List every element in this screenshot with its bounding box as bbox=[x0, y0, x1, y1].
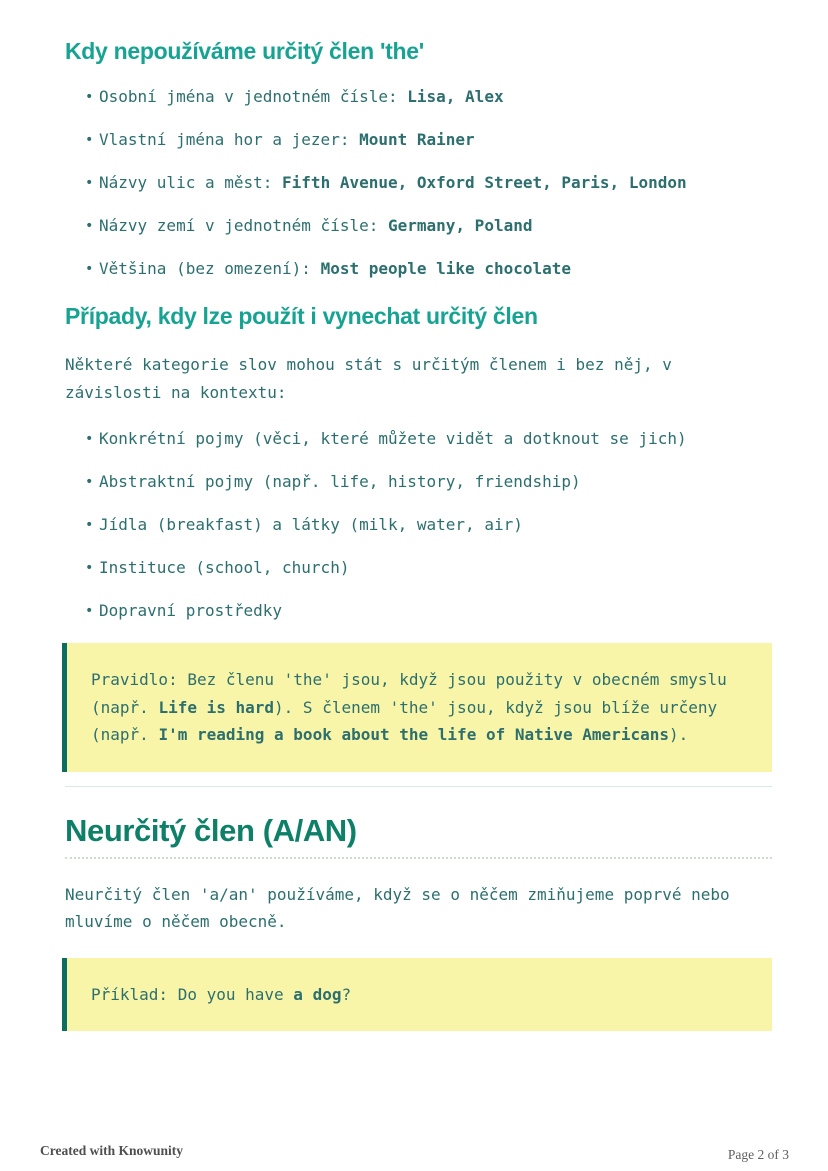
bullet-icon: • bbox=[85, 474, 94, 490]
list-item bbox=[85, 172, 772, 194]
bullet-icon: • bbox=[85, 603, 94, 619]
paragraph-optional-article-intro: Některé kategorie slov mohou stát s určitým členem i bez něj, v závislosti na kontextu: bbox=[65, 355, 672, 402]
list-item bbox=[85, 428, 772, 450]
list-item bbox=[85, 514, 772, 536]
footer-branding: Created with Knowunity bbox=[40, 1143, 184, 1158]
list-item-text: Abstraktní pojmy (např. life, history, friendship) bbox=[99, 472, 581, 491]
page-content bbox=[65, 36, 772, 1045]
bullet-icon: • bbox=[85, 218, 94, 234]
list-item-text: Jídla (breakfast) a látky (milk, water, air) bbox=[99, 515, 523, 534]
rule-callout-box bbox=[62, 643, 772, 772]
section-heading-no-definite-article: Kdy nepoužíváme určitý člen 'the' bbox=[65, 38, 424, 64]
list-item-text: Instituce (school, church) bbox=[99, 558, 350, 577]
list-item-text: Většina (bez omezení): Most people like chocolate bbox=[99, 259, 572, 278]
paragraph-indefinite-article-intro: Neurčitý člen 'a/an' používáme, když se o něčem zmiňujeme poprvé nebo mluvíme o něčem obecně. bbox=[65, 884, 730, 931]
list-item-text: Názvy ulic a měst: Fifth Avenue, Oxford Street, Paris, London bbox=[99, 173, 687, 192]
bullet-icon: • bbox=[85, 89, 94, 105]
list-item bbox=[85, 215, 772, 237]
list-item bbox=[85, 129, 772, 151]
footer-page-number: Page 2 of 3 bbox=[727, 1147, 789, 1162]
bullet-icon: • bbox=[85, 431, 94, 447]
bullet-list-no-definite-article bbox=[65, 86, 772, 280]
example-callout-box bbox=[62, 958, 772, 1032]
section-divider bbox=[65, 786, 772, 787]
list-item-text: Konkrétní pojmy (věci, které můžete vidět a dotknout se jich) bbox=[99, 429, 687, 448]
section-heading-optional-article: Případy, kdy lze použít i vynechat určitý člen bbox=[65, 303, 538, 329]
list-item bbox=[85, 86, 772, 108]
list-item bbox=[85, 258, 772, 280]
bullet-icon: • bbox=[85, 132, 94, 148]
list-item bbox=[85, 557, 772, 579]
list-item-text: Vlastní jména hor a jezer: Mount Rainer bbox=[99, 130, 475, 149]
list-item-text: Dopravní prostředky bbox=[99, 601, 283, 620]
bullet-icon: • bbox=[85, 560, 94, 576]
rule-callout-text: Pravidlo: Bez členu 'the' jsou, když jsou použity v obecném smyslu (např. Life is hard). S členem 'the' jsou, když jsou blíže určeny (např. I'm reading a book about the life of Native Americans). bbox=[91, 670, 727, 744]
bullet-list-optional-article bbox=[65, 428, 772, 622]
list-item bbox=[85, 600, 772, 622]
list-item-text: Názvy zemí v jednotném čísle: Germany, Poland bbox=[99, 216, 533, 235]
list-item bbox=[85, 471, 772, 493]
bullet-icon: • bbox=[85, 175, 94, 191]
example-callout-text: Příklad: Do you have a dog? bbox=[91, 984, 352, 1004]
list-item-text: Osobní jména v jednotném čísle: Lisa, Alex bbox=[99, 87, 504, 106]
page-heading-indefinite-article: Neurčitý člen (A/AN) bbox=[65, 811, 772, 859]
bullet-icon: • bbox=[85, 517, 94, 533]
bullet-icon: • bbox=[85, 261, 94, 277]
